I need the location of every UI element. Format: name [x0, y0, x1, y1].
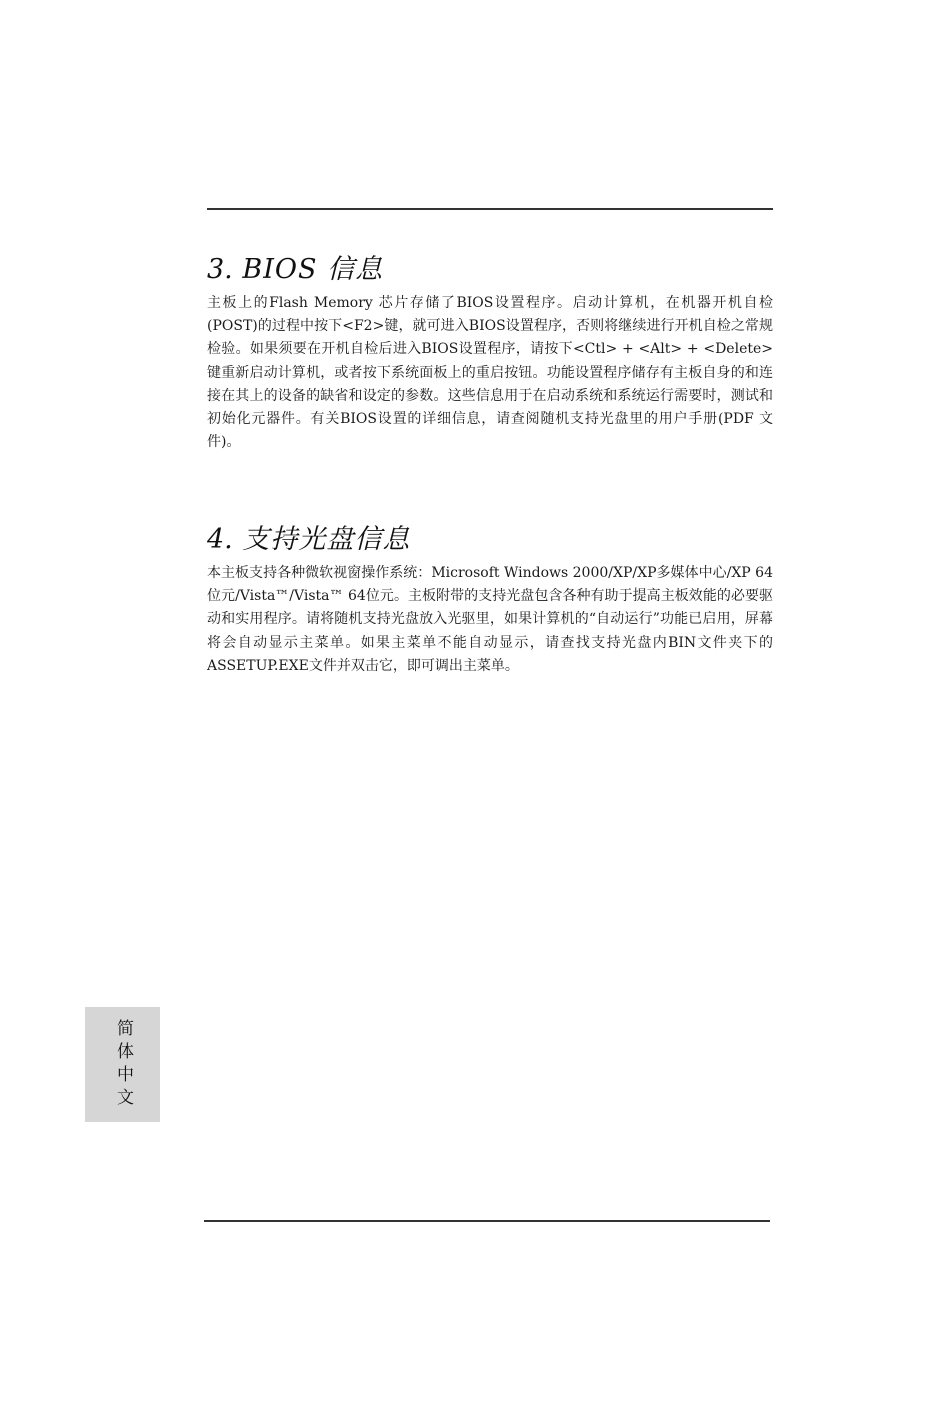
section-number: 4. — [207, 524, 233, 555]
section-body: 主板上的Flash Memory 芯片存储了BIOS设置程序。启动计算机，在机器开机自检(POST)的过程中按下<F2>键，就可进入BIOS设置程序，否则将继续进行开机自检之常规检验。如果须要在开机自检后进入BIOS设置程序，请按下<Ctl> + <Alt> + <Delete>键重新启动计算机，或者按下系统面板上的重启按钮。功能设置程序储存有主板自身的和连接在其上的设备的缺省和设定的参数。这些信息用于在启动系统和系统运行需要时，测试和初始化元器件。有关BIOS设置的详细信息，请查阅随机支持光盘里的用户手册(PDF 文件)。 — [207, 295, 773, 451]
section-title: 支持光盘信息 — [242, 524, 411, 555]
section-heading — [207, 252, 773, 288]
top-rule — [207, 208, 773, 210]
section-heading — [207, 522, 773, 558]
section-body: 本主板支持各种微软视窗操作系统：Microsoft Windows 2000/XP/XP多媒体中心/XP 64位元/Vista™/Vista™ 64位元。主板附带的支持光盘包含各种有助于提高主板效能的必要驱动和实用程序。请将随机支持光盘放入光驱里，如果计算机的“自动运行”功能已启用，屏幕将会自动显示主菜单。如果主菜单不能自动显示，请查找支持光盘内BIN文件夹下的ASSETUP.EXE文件并双击它，即可调出主菜单。 — [207, 565, 773, 674]
language-side-tab — [85, 1007, 160, 1122]
section-number: 3. — [207, 254, 233, 285]
section-title: BIOS 信息 — [242, 254, 384, 285]
section-bios-info — [207, 252, 773, 454]
language-tab-label: 简体中文 — [113, 1019, 133, 1111]
section-support-cd-info — [207, 522, 773, 678]
bottom-rule — [204, 1220, 770, 1222]
